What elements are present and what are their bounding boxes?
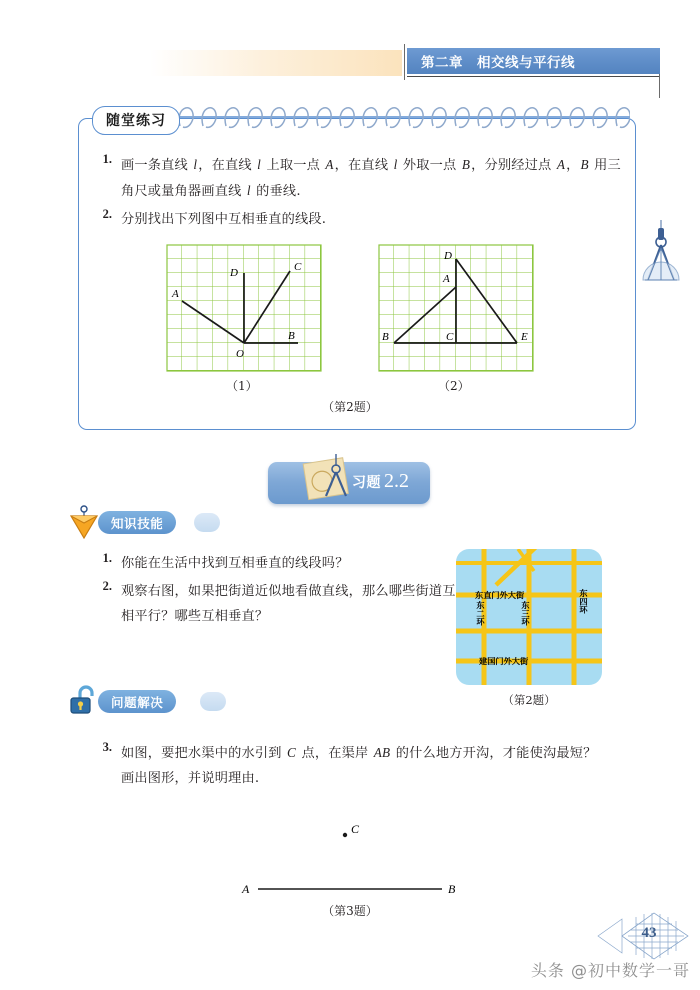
list-item [88,740,608,791]
point-label-O: O [236,348,244,360]
exercise-number: 2.2 [384,470,409,492]
point-label-C: C [446,331,454,343]
item-text: 观察右图，如果把街道近似地看做直线，那么哪些街道互相平行？哪些互相垂直？ [121,584,456,624]
figure-2-caption: （2） [438,379,470,393]
practice-box-label: 随堂练习 [92,106,180,135]
item-number: 3. [102,740,112,754]
item-number: 1. [102,152,112,166]
figure-1-grid-diagram [166,244,336,384]
badge-label: 问题解决 [111,694,164,710]
point-label-E: E [521,331,528,343]
map-label-jianguomen: 建国门外大街 [479,656,529,666]
badge-pill [98,511,176,534]
figure-3-caption: （第3题） [322,904,378,918]
badge-pill [98,690,176,713]
point-label-B: B [448,882,456,896]
header-underline [407,76,660,77]
page-number: 43 [641,925,657,941]
spiral-binding-decoration [178,100,630,134]
knowledge-skills-question-list [88,551,458,632]
point-C-dot [343,833,347,837]
point-label-A: A [443,273,450,285]
map-caption: （第2题） [502,693,556,707]
practice-question-list [88,152,628,235]
list-item [88,551,458,576]
point-label-B: B [288,330,295,342]
badge-tail [200,692,226,711]
point-label-C: C [294,261,302,273]
map-label-sihuan: 东四环 [579,589,589,614]
badge-label: 知识技能 [111,515,164,531]
plumb-bob-icon [68,505,98,539]
chapter-title: 第二章 相交线与平行线 [421,55,575,71]
header-cream-bar [150,50,402,76]
figure-1-caption: （1） [226,379,258,393]
point-label-A: A [242,882,250,896]
header-tick-mark [659,74,660,98]
map-label-dongzhimen: 东直门外大街 [475,590,525,600]
badge-tail [194,513,220,532]
header-divider [404,44,405,80]
exercise-banner-text [352,470,409,493]
street-map-figure [456,549,602,685]
point-label-C: C [351,822,360,836]
list-item [88,152,628,204]
list-item [88,207,628,232]
exercise-label: 习题 [352,475,381,491]
list-item [88,579,458,629]
point-label-B: B [382,331,389,343]
point-label-A: A [172,288,179,300]
practice-figure-caption: （第2题） [322,400,378,414]
point-label-D: D [230,267,238,279]
practice-figures [78,240,634,393]
open-padlock-icon [68,683,100,717]
item-text: 你能在生活中找到互相垂直的线段吗？ [121,556,349,571]
item-number: 2. [102,579,112,593]
map-label-sanhuan: 东三环 [521,601,531,626]
item-number: 2. [102,207,112,221]
figure-2-grid-diagram [378,244,548,384]
item-text: 如图，要把水渠中的水引到 C 点，在渠岸 AB 的什么地方开沟，才能使沟最短？画出图形，并说明理由. [121,745,597,786]
map-label-erhuan: 东二环 [476,601,486,626]
watermark: 头条 @初中数学一哥 [530,961,690,980]
item-text: 画一条直线 l，在直线 l 上取一点 A，在直线 l 外取一点 B，分别经过点 A，B 用三角尺或量角器画直线 l 的垂线. [121,157,621,199]
chapter-header-banner [407,48,660,74]
item-number: 1. [102,551,112,565]
problem-solving-question-list [88,740,608,794]
item-text: 分别找出下列图中互相垂直的线段. [121,212,327,227]
compass-decoration-icon [638,218,684,298]
point-label-D: D [444,250,452,262]
